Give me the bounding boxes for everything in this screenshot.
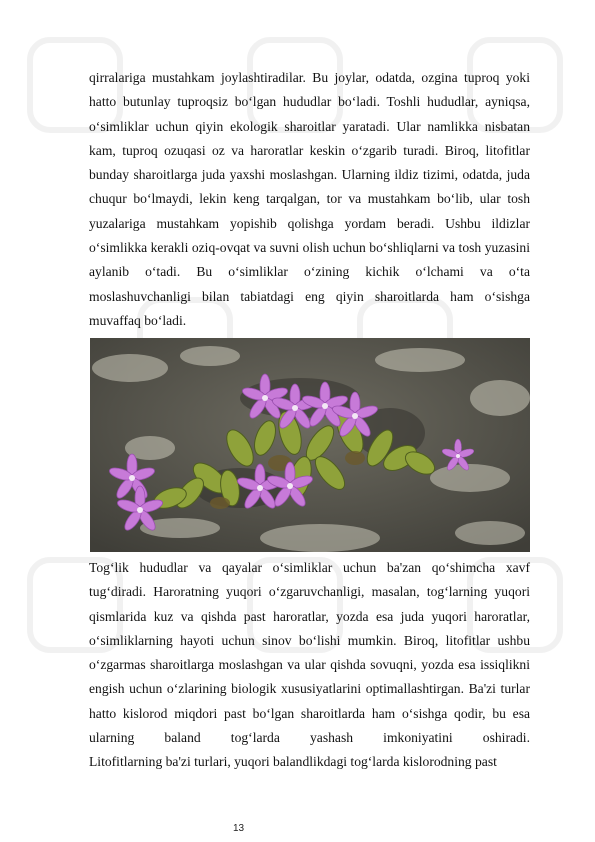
paragraph-bottom-line: Tog‘lik hududlar va qayalar o‘simliklar uchun ba'zan qo‘shimcha xavf (89, 560, 530, 575)
orchid-on-rock-photo (90, 338, 530, 552)
paragraph-top-line: o‘simlikka kerakli oziq-ovqat va suvni olish uchun bo‘shliqlarni va tosh (89, 240, 482, 256)
paragraph-bottom-line: o‘simliklarning hayoti uchun sinov bo‘lishi mumkin. Biroq, litofitlar ushbu (89, 632, 530, 648)
paragraph-top-line: kam, tuproq ozuqasi oz va haroratlar keskin o‘zgarib turadi. Biroq, litofitlar (89, 142, 530, 158)
paragraph-top-line: hatto butunlay tuproqsiz bo‘lgan hududlar bo‘ladi. Toshli hududlar, ayniqsa, (89, 94, 530, 110)
paragraph-top-line: bunday sharoitlarga juda yaxshi moslashgan. Ularning ildiz tizimi, odatda, (89, 167, 503, 183)
paragraph-top-line: qirralariga mustahkam joylashtiradilar. Bu joylar, odatda, ozgina tuproq yoki (89, 70, 530, 85)
paragraph-bottom (89, 556, 530, 775)
paragraph-bottom-line: o‘zgarmas sharoitlarga moslashgan va ular qishda sovuqni, yozda esa (89, 657, 476, 673)
paragraph-top-line: tosh yuzalariga mustahkam yopishib qolishga yordam beradi. Ushbu ildizlar (89, 191, 530, 231)
page-number: 13 (233, 823, 245, 834)
paragraph-top (89, 66, 530, 333)
paragraph-bottom-line: Litofitlarning ba'zi turlari, yuqori balandlikdagi tog‘larda kislorodning past (89, 754, 497, 770)
paragraph-bottom-line: tug‘diradi. Haroratning yuqori o‘zgaruvchanligi, masalan, tog‘larning yuqori (89, 584, 530, 600)
paragraph-bottom-line: Ba'zi turlar hatto kislorod miqdori past bo‘lgan sharoitlarda ham o‘sishga (89, 681, 530, 721)
paragraph-top-line: yuzasini aylanib o‘tadi. Bu o‘simliklar o‘zining kichik o‘lchami va o‘ta (89, 240, 530, 280)
paragraph-bottom-line: qismlarida kuz va qishda past haroratlar, yozda esa juda yuqori haroratlar, (89, 608, 530, 624)
paragraph-bottom-line: issiqlikni engish uchun o‘zlarining biologik xususiyatlarini optimallashtirgan. (89, 657, 531, 697)
paragraph-top-line: moslashuvchanligi bilan tabiatdagi eng qiyin sharoitlarda ham o‘sishga (89, 288, 530, 304)
paragraph-top-line: juda chuqur bo‘lmaydi, lekin keng tarqalgan, tor va mustahkam bo‘lib, ular (89, 167, 530, 207)
paragraph-top-line: muvaffaq bo‘ladi. (89, 312, 187, 328)
paragraph-top-line: o‘simliklar uchun qiyin ekologik sharoitlar yaratadi. Ular namlikka nisbatan (89, 118, 530, 134)
paragraph-bottom-line: qodir, bu esa ularning baland tog‘larda yashash imkoniyatini oshiradi. (89, 705, 531, 746)
